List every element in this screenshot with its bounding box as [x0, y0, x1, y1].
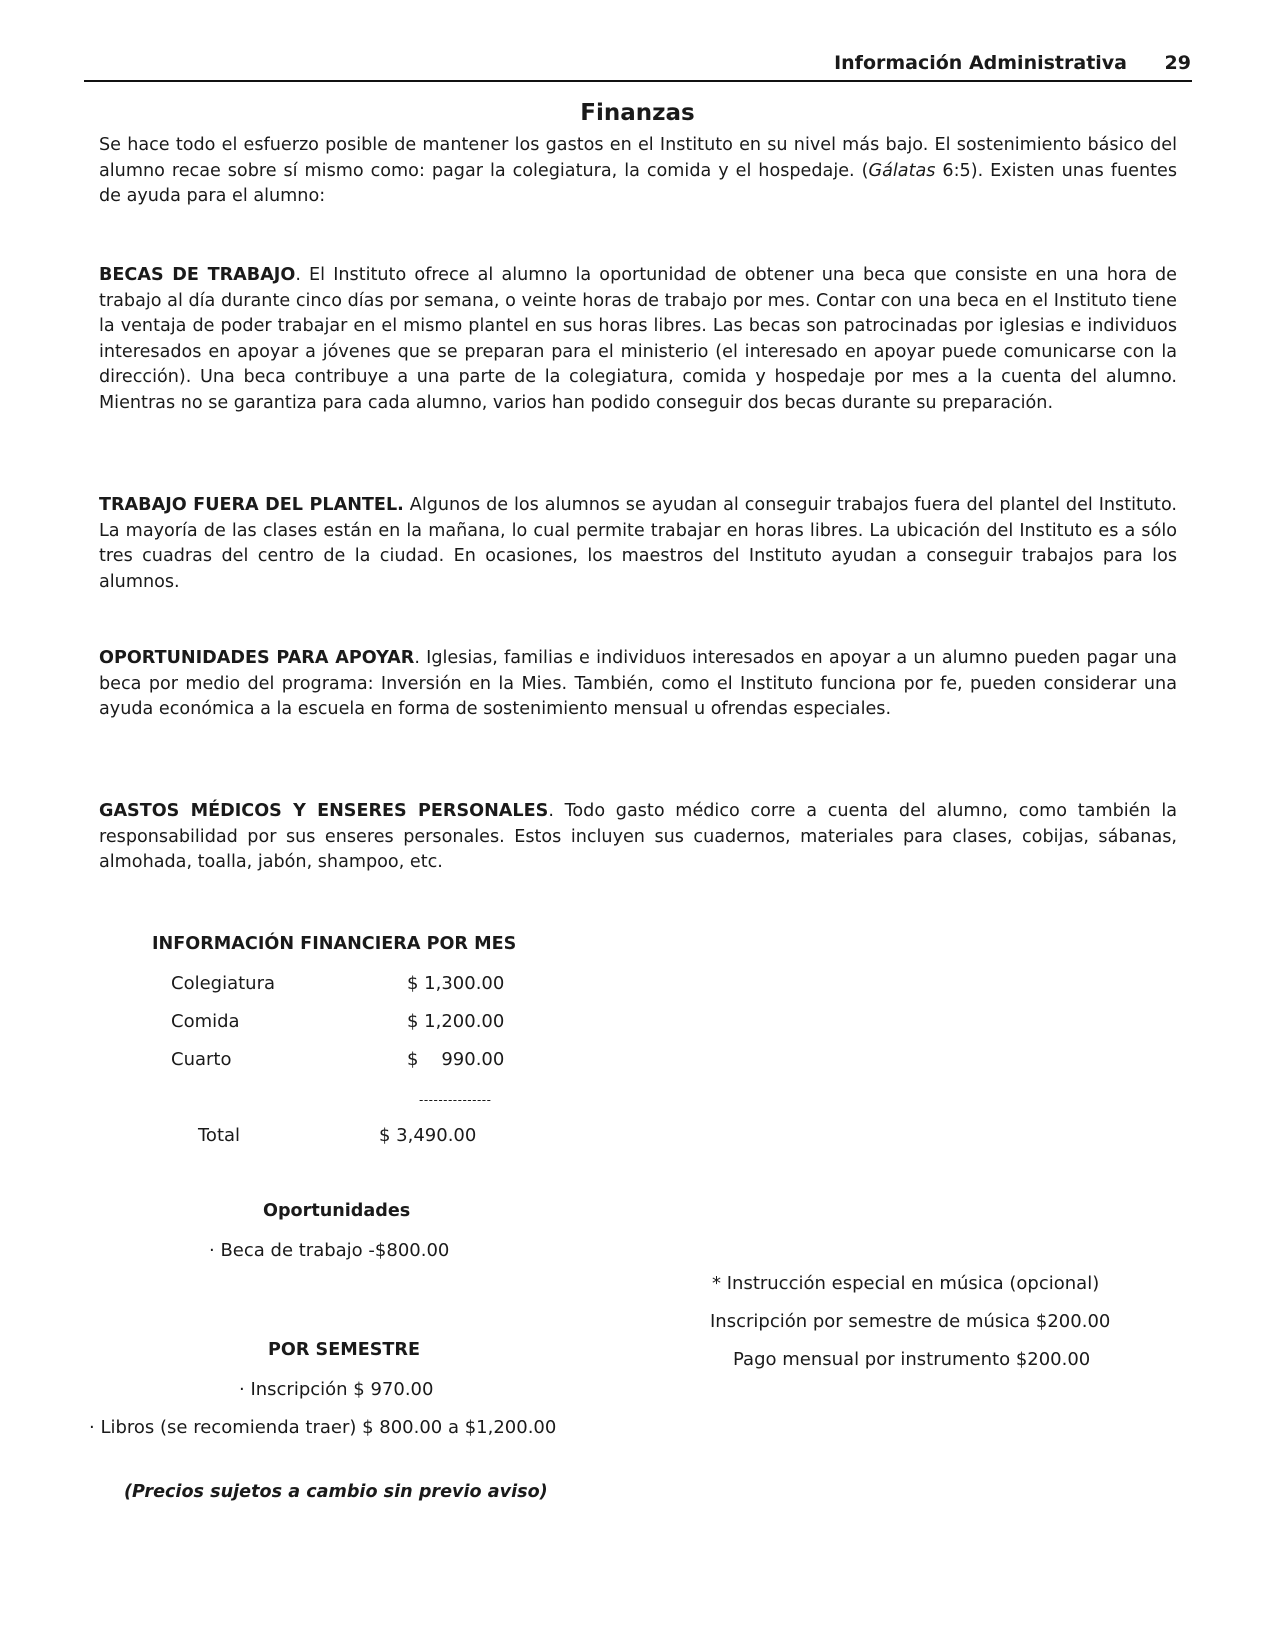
paragraph-oportunidades-apoyar [99, 646, 1177, 723]
semester-item: · Libros (se recomienda traer) $ 800.00 a $1,200.00 [89, 1417, 557, 1438]
financial-row-amount: $ 990.00 [407, 1049, 505, 1070]
paragraph-body: . El Instituto ofrece al alumno la oportunidad de obtener una beca que consiste en una hora de trabajo al día durante cinco días por semana, o veinte horas de trabajo por mes. Contar con una beca en el Instituto tiene la ventaja de poder trabajar en el mismo plantel en sus horas libres. Las becas son patrocinadas por iglesias e individuos interesados en apoyar a jóvenes que se preparan para el ministerio (el interesado en apoyar puede comunicarse con la dirección). Una beca contribuye a una parte de la colegiatura, comida y hospedaje por mes a la cuenta del alumno. Mientras no se garantiza para cada alumno, varios han podido conseguir dos becas durante su preparación. [99, 265, 1177, 413]
paragraph-body: . Iglesias, familias e individuos interesados en apoyar a un alumno pueden pagar una beca por medio del programa: Inversión en la Mies. También, como el Instituto funciona por fe, pueden considerar una ayuda económica a la escuela en forma de sostenimiento mensual u ofrendas especiales. [99, 648, 1177, 720]
intro-text-after: 6:5). Existen unas fuentes de ayuda para el alumno: [99, 160, 1177, 207]
paragraph-trabajo-fuera [99, 493, 1177, 595]
financial-row-label: Colegiatura [171, 973, 276, 994]
financial-row-amount: $ 1,300.00 [407, 973, 505, 994]
price-disclaimer: (Precios sujetos a cambio sin previo aviso) [124, 1482, 548, 1502]
paragraph-heading: BECAS DE TRABAJO [99, 265, 296, 285]
paragraph-heading: TRABAJO FUERA DEL PLANTEL. [99, 495, 404, 515]
paragraph-heading: OPORTUNIDADES PARA APOYAR [99, 648, 415, 668]
financial-row-label: Cuarto [171, 1049, 232, 1070]
music-note-line: Pago mensual por instrumento $200.00 [733, 1349, 1091, 1370]
running-header-title: Información Administrativa [834, 52, 1127, 74]
paragraph-gastos-medicos [99, 799, 1177, 876]
financial-row-label: Comida [171, 1011, 240, 1032]
financial-row-amount: $ 1,200.00 [407, 1011, 505, 1032]
header-rule [84, 80, 1192, 82]
financial-total-label: Total [198, 1125, 241, 1146]
section-title: Finanzas [580, 100, 695, 126]
paragraph-body: Algunos de los alumnos se ayudan al conseguir trabajos fuera del plantel del Instituto. La mayoría de las clases están en la mañana, lo cual permite trabajar en horas libres. La ubicación del Instituto es a sólo tres cuadras del centro de la ciudad. En ocasiones, los maestros del Instituto ayudan a conseguir trabajos para los alumnos. [99, 495, 1178, 592]
intro-text-before: Se hace todo el esfuerzo posible de mantener los gastos en el Instituto en su nivel más bajo. El sostenimiento básico del alumno recae sobre sí mismo como: pagar la colegiatura, la comida y el hospedaje. ( [99, 135, 1177, 181]
opportunities-heading: Oportunidades [263, 1201, 411, 1221]
opportunities-item: · Beca de trabajo -$800.00 [209, 1240, 450, 1261]
paragraph-body: . Todo gasto médico corre a cuenta del alumno, como también la responsabilidad por sus enseres personales. Estos incluyen sus cuadernos, materiales para clases, cobijas, sábanas, almohada, toalla, jabón, shampoo, etc. [99, 801, 1177, 873]
paragraph-heading: GASTOS MÉDICOS Y ENSERES PERSONALES [99, 801, 549, 821]
music-note-line: Inscripción por semestre de música $200.00 [710, 1311, 1111, 1332]
financial-total-amount: $ 3,490.00 [379, 1125, 477, 1146]
semester-item: · Inscripción $ 970.00 [239, 1379, 434, 1400]
music-note-line: * Instrucción especial en música (opcional) [712, 1273, 1100, 1294]
page-number: 29 [1164, 52, 1191, 74]
paragraph-becas-de-trabajo [99, 263, 1177, 417]
intro-citation: Gálatas [868, 160, 936, 181]
sum-separator: --------------- [419, 1093, 492, 1107]
financial-heading: INFORMACIÓN FINANCIERA POR MES [152, 934, 517, 954]
semester-heading: POR SEMESTRE [268, 1340, 420, 1360]
intro-paragraph [99, 133, 1177, 210]
